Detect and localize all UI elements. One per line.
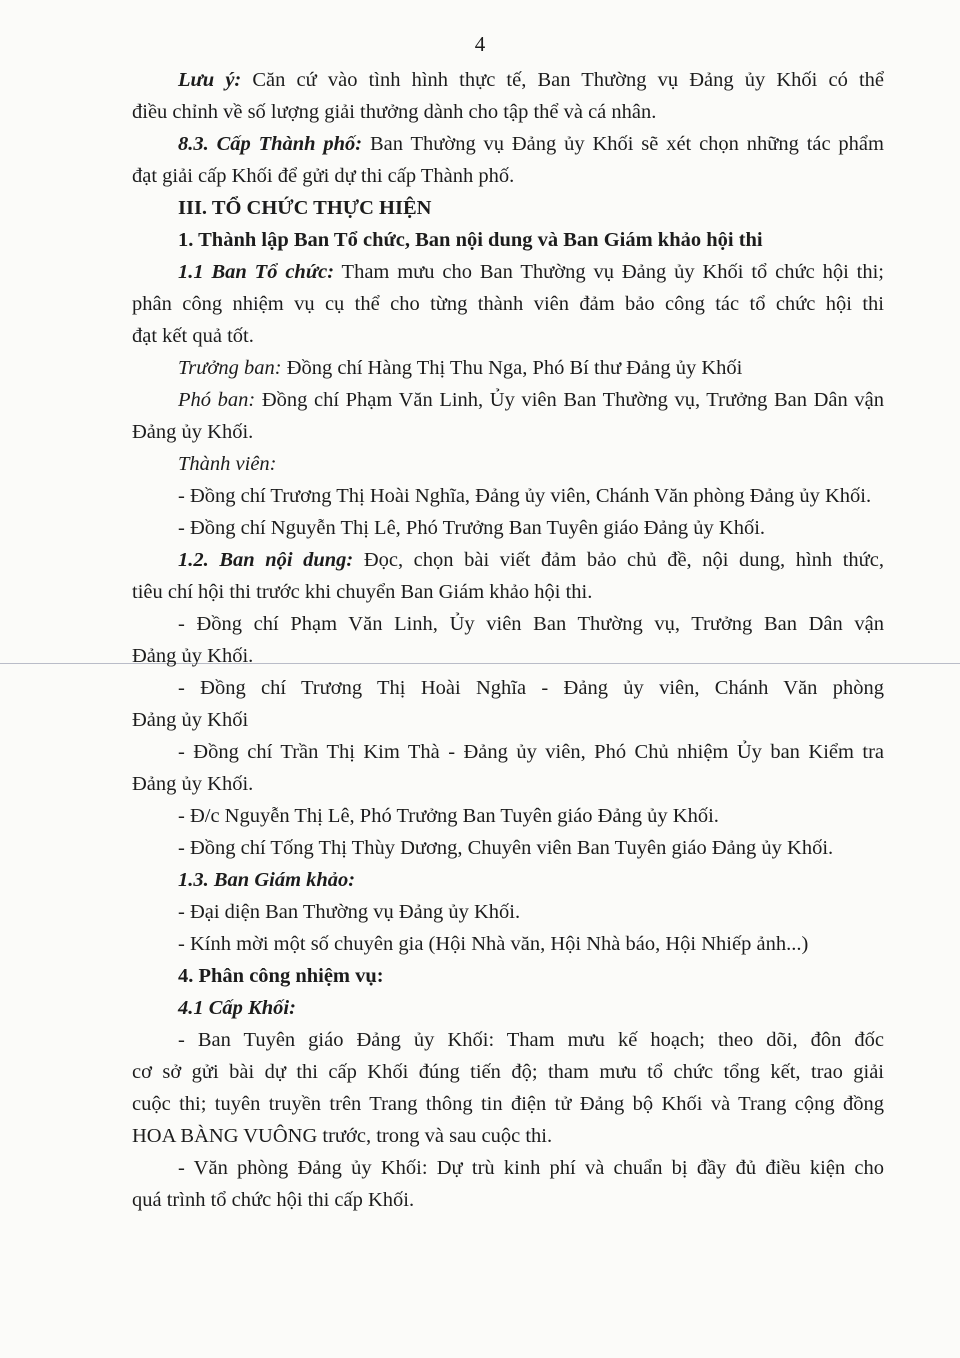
tuyen-giao-line-4: HOA BÀNG VUÔNG trước, trong và sau cuộc thi. — [132, 1125, 553, 1147]
page-number: 4 — [474, 32, 486, 56]
section-8-3-label: 8.3. Cấp Thành phố: — [178, 133, 363, 155]
section-1-1-text: Tham mưu cho Ban Thường vụ Đảng ủy Khối tổ chức hội thi; — [334, 261, 884, 283]
pho-ban-line-2: Đảng ủy Khối. — [132, 421, 254, 443]
thanh-vien-item: - Đồng chí Trương Thị Hoài Nghĩa, Đảng ủy viên, Chánh Văn phòng Đảng ủy Khối. — [178, 485, 872, 507]
tuyen-giao-line-3: cuộc thi; tuyên truyền trên Trang thông tin điện tử Đảng bộ Khối và Trang cộng đồng — [132, 1093, 884, 1115]
section-1-3-label: 1.3. Ban Giám khảo: — [178, 869, 356, 891]
section-iii-heading: III. TỔ CHỨC THỰC HIỆN — [178, 197, 432, 219]
thanh-vien-item: - Đồng chí Nguyễn Thị Lê, Phó Trưởng Ban Tuyên giáo Đảng ủy Khối. — [178, 517, 766, 539]
section-1-1-line-1 — [132, 256, 884, 288]
section-1-2-label: 1.2. Ban nội dung: — [178, 549, 354, 571]
section-1-1-label: 1.1 Ban Tổ chức: — [178, 261, 335, 283]
pho-ban-text: Đồng chí Phạm Văn Linh, Ủy viên Ban Thường vụ, Trưởng Ban Dân vận — [255, 389, 884, 411]
noi-dung-member-3-line-1: - Đồng chí Trần Thị Kim Thà - Đảng ủy viên, Phó Chủ nhiệm Ủy ban Kiểm tra — [178, 741, 884, 763]
truong-ban-text: Đồng chí Hàng Thị Thu Nga, Phó Bí thư Đảng ủy Khối — [281, 357, 743, 379]
note-paragraph-line-2: điều chỉnh về số lượng giải thưởng dành cho tập thể và cá nhân. — [132, 101, 657, 123]
section-8-3-line-2: đạt giải cấp Khối để gửi dự thi cấp Thành phố. — [132, 165, 515, 187]
noi-dung-member-2-line-2: Đảng ủy Khối — [132, 709, 249, 731]
section-4-1-label: 4.1 Cấp Khối: — [178, 997, 296, 1019]
section-1-2-line-2: tiêu chí hội thi trước khi chuyển Ban Giám khảo hội thi. — [132, 581, 593, 603]
pho-ban-line-1 — [132, 384, 884, 416]
tuyen-giao-line-2: cơ sở gửi bài dự thi cấp Khối đúng tiến độ; tham mưu tổ chức tổng kết, trao giải — [132, 1061, 884, 1083]
truong-ban-line — [132, 352, 884, 384]
giam-khao-item: - Kính mời một số chuyên gia (Hội Nhà văn, Hội Nhà báo, Hội Nhiếp ảnh...) — [178, 933, 809, 955]
noi-dung-member-3-line-2: Đảng ủy Khối. — [132, 773, 254, 795]
tuyen-giao-line-1: - Ban Tuyên giáo Đảng ủy Khối: Tham mưu kế hoạch; theo dõi, đôn đốc — [178, 1029, 884, 1051]
van-phong-line-2: quá trình tổ chức hội thi cấp Khối. — [132, 1189, 415, 1211]
noi-dung-member-5: - Đồng chí Tống Thị Thùy Dương, Chuyên viên Ban Tuyên giáo Đảng ủy Khối. — [178, 837, 834, 859]
section-1-2-line-1 — [132, 544, 884, 576]
thanh-vien-label: Thành viên: — [178, 453, 277, 475]
document-body — [132, 64, 884, 1216]
noi-dung-member-1-line-1: - Đồng chí Phạm Văn Linh, Ủy viên Ban Thường vụ, Trưởng Ban Dân vận — [178, 613, 884, 635]
section-1-1-line-3: đạt kết quả tốt. — [132, 325, 254, 347]
pho-ban-label: Phó ban: — [178, 389, 256, 411]
noi-dung-member-4: - Đ/c Nguyễn Thị Lê, Phó Trưởng Ban Tuyên giáo Đảng ủy Khối. — [178, 805, 719, 827]
noi-dung-member-2-line-1: - Đồng chí Trương Thị Hoài Nghĩa - Đảng ủy viên, Chánh Văn phòng — [178, 677, 884, 699]
item-4-heading: 4. Phân công nhiệm vụ: — [178, 965, 384, 987]
note-label: Lưu ý: — [178, 69, 242, 91]
section-1-2-text: Đọc, chọn bài viết đảm bảo chủ đề, nội dung, hình thức, — [353, 549, 884, 571]
truong-ban-label: Trưởng ban: — [178, 357, 282, 379]
van-phong-line-1: - Văn phòng Đảng ủy Khối: Dự trù kinh phí và chuẩn bị đầy đủ điều kiện cho — [178, 1157, 884, 1179]
noi-dung-member-1-line-2: Đảng ủy Khối. — [132, 645, 254, 667]
note-text: Căn cứ vào tình hình thực tế, Ban Thường vụ Đảng ủy Khối có thể — [241, 69, 884, 91]
section-8-3-text: Ban Thường vụ Đảng ủy Khối sẽ xét chọn những tác phẩm — [362, 133, 884, 155]
section-1-1-line-2: phân công nhiệm vụ cụ thể cho từng thành viên đảm bảo công tác tổ chức hội thi — [132, 293, 884, 315]
giam-khao-item: - Đại diện Ban Thường vụ Đảng ủy Khối. — [178, 901, 521, 923]
note-paragraph-line-1 — [132, 64, 884, 96]
section-8-3-line-1 — [132, 128, 884, 160]
item-1-heading: 1. Thành lập Ban Tổ chức, Ban nội dung và Ban Giám khảo hội thi — [178, 229, 763, 251]
